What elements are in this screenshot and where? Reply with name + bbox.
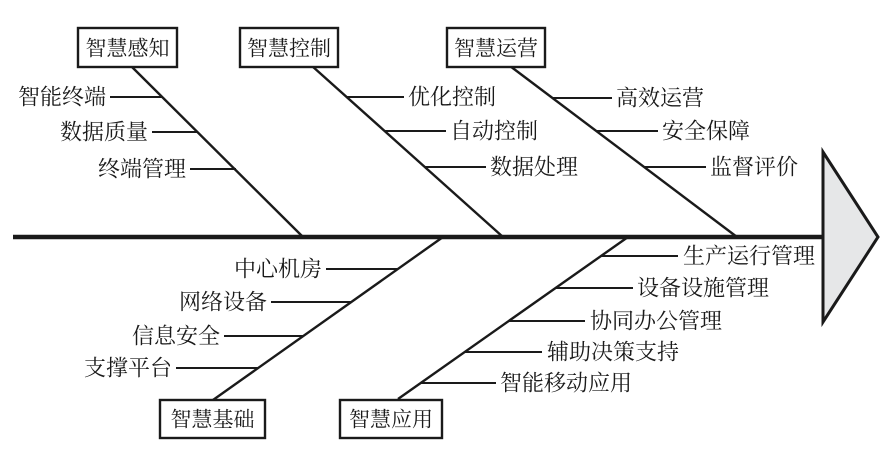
category-label-smart-control: 智慧控制 — [247, 36, 331, 61]
item-label-automatic-control: 自动控制 — [450, 118, 539, 144]
item-label-intelligent-terminal: 智能终端 — [17, 84, 106, 110]
item-label-terminal-management: 终端管理 — [97, 156, 186, 182]
branch-smart-application — [340, 237, 815, 438]
item-label-network-equipment: 网络设备 — [178, 289, 267, 315]
category-label-smart-application: 智慧应用 — [349, 407, 433, 432]
item-label-efficient-operation: 高效运营 — [616, 85, 705, 111]
item-label-intelligent-mobile-application: 智能移动应用 — [500, 370, 633, 396]
item-label-supervision-evaluation: 监督评价 — [710, 154, 799, 180]
item-label-security-assurance: 安全保障 — [662, 118, 751, 144]
item-label-optimized-control: 优化控制 — [408, 84, 497, 110]
item-label-production-operation-management: 生产运行管理 — [683, 243, 816, 269]
category-label-smart-foundation: 智慧基础 — [170, 407, 255, 432]
item-label-equipment-facility-management: 设备设施管理 — [637, 275, 770, 301]
item-label-auxiliary-decision-support: 辅助决策支持 — [547, 339, 680, 365]
item-label-data-processing: 数据处理 — [490, 154, 579, 180]
item-label-central-machine-room: 中心机房 — [233, 256, 322, 282]
arrow-head — [823, 152, 878, 322]
item-label-collaborative-office-management: 协同办公管理 — [590, 308, 723, 334]
bone-smart-perception — [132, 67, 303, 237]
category-label-smart-operation: 智慧运营 — [454, 36, 538, 61]
category-label-smart-perception: 智慧感知 — [85, 36, 170, 61]
item-label-support-platform: 支撑平台 — [83, 355, 172, 381]
item-label-data-quality: 数据质量 — [59, 119, 148, 145]
item-label-information-security: 信息安全 — [131, 323, 220, 349]
